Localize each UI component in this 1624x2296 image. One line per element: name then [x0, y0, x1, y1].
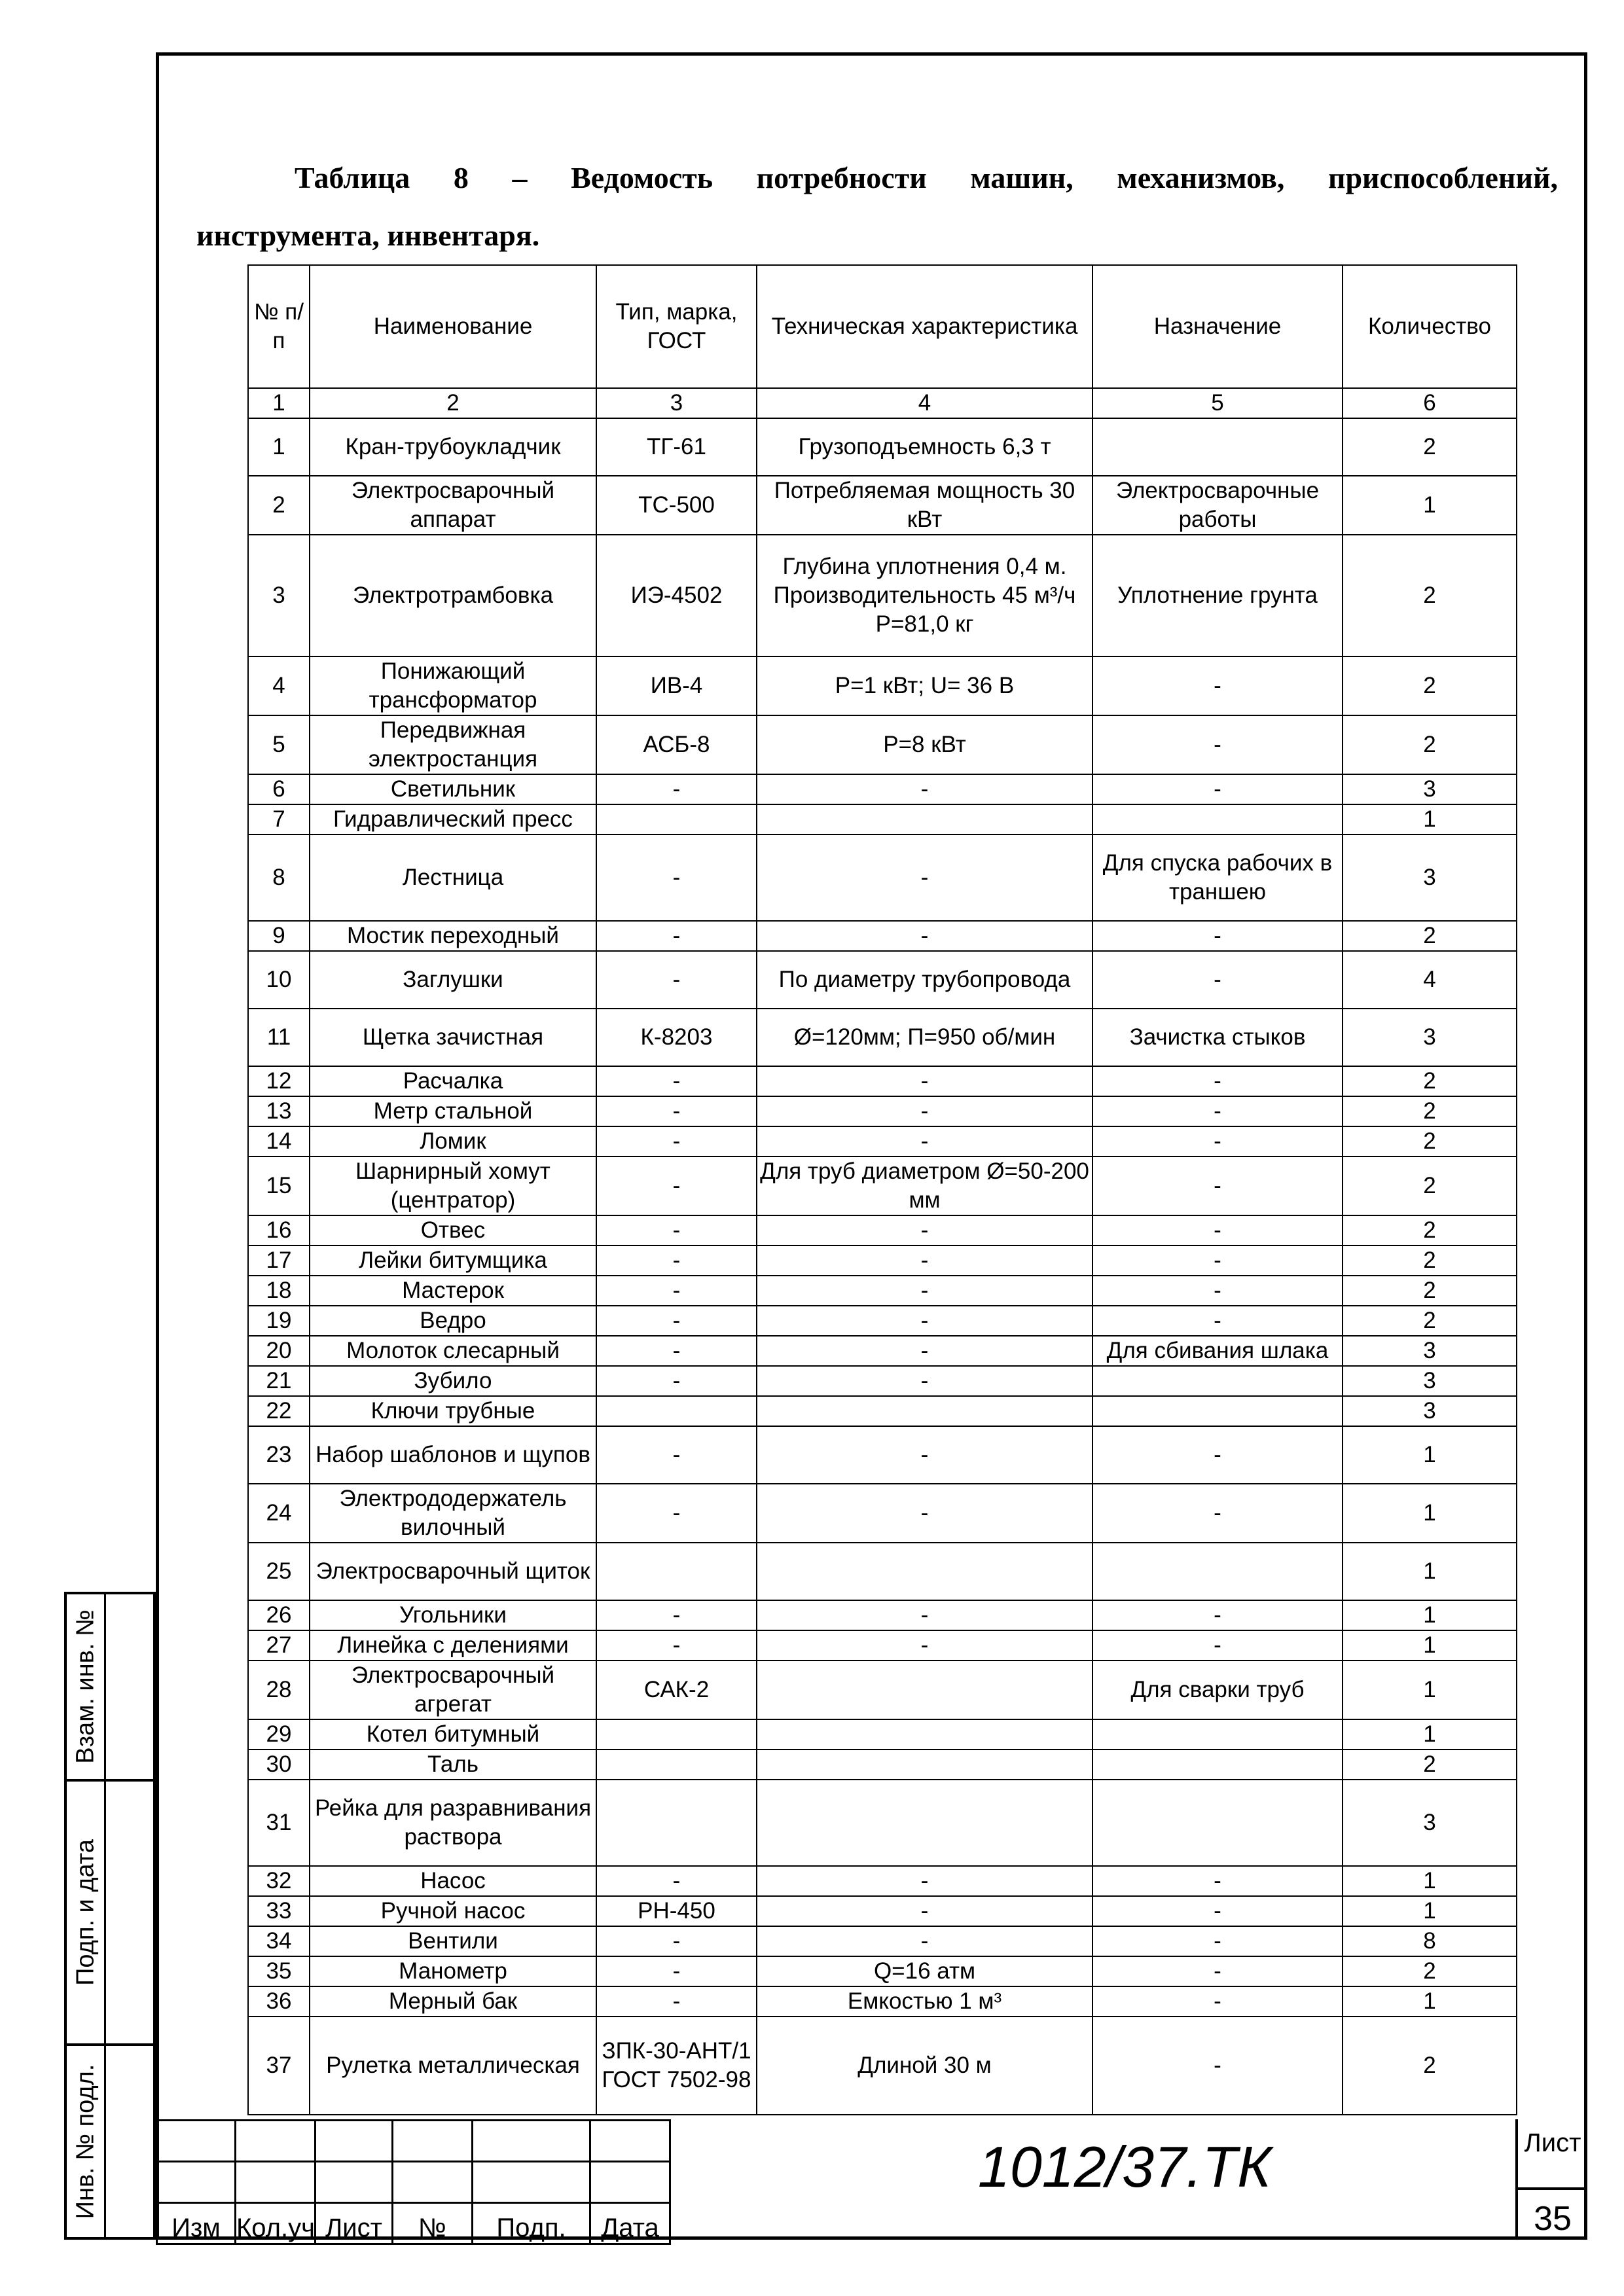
table-cell: 17: [248, 1246, 310, 1276]
table-cell: -: [596, 1306, 757, 1336]
sheet-number: 35: [1518, 2187, 1587, 2238]
table-cell: 36: [248, 1986, 310, 2017]
table-cell: 3: [1343, 834, 1517, 921]
table-cell: -: [757, 1306, 1092, 1336]
table-cell: 1: [1343, 804, 1517, 834]
table-cell: 2: [1343, 656, 1517, 715]
table-cell: Ключи трубные: [310, 1396, 596, 1426]
table-cell: -: [757, 1600, 1092, 1630]
document-number: 1012/37.ТК: [977, 2134, 1272, 2199]
table-row: [248, 921, 1517, 951]
table-row: [248, 804, 1517, 834]
table-cell: Р=1 кВт; U= 36 В: [757, 656, 1092, 715]
table-cell: 37: [248, 2017, 310, 2115]
table-body: [248, 418, 1517, 2115]
table-cell: 15: [248, 1157, 310, 1215]
table-cell: [1092, 1396, 1343, 1426]
table-cell: Электросварочные работы: [1092, 476, 1343, 535]
table-cell: 8: [248, 834, 310, 921]
table-cell: [1092, 804, 1343, 834]
table-cell: -: [596, 1926, 757, 1956]
table-cell: 27: [248, 1630, 310, 1660]
table-cell: Набор шаблонов и щупов: [310, 1426, 596, 1484]
table-cell: Ведро: [310, 1306, 596, 1336]
table-cell: -: [596, 1215, 757, 1246]
table-cell: 30: [248, 1749, 310, 1780]
table-cell: 25: [248, 1543, 310, 1600]
table-cell: 2: [1343, 1066, 1517, 1096]
table-cell: -: [596, 1157, 757, 1215]
table-cell: Молоток слесарный: [310, 1336, 596, 1366]
table-cell: ИВ-4: [596, 656, 757, 715]
header-cell: Назначение: [1092, 265, 1343, 388]
table-row: [248, 1660, 1517, 1719]
table-cell: По диаметру трубопровода: [757, 951, 1092, 1009]
table-cell: [1092, 418, 1343, 476]
table-cell: 3: [1343, 1396, 1517, 1426]
column-number: 5: [1092, 388, 1343, 418]
table-cell: -: [1092, 1956, 1343, 1986]
table-cell: 1: [1343, 1896, 1517, 1926]
table-cell: Светильник: [310, 774, 596, 804]
table-cell: ТГ-61: [596, 418, 757, 476]
table-cell: 3: [1343, 1366, 1517, 1396]
table-cell: Электросварочный агрегат: [310, 1660, 596, 1719]
table-cell: -: [1092, 1096, 1343, 1126]
table-row: [248, 476, 1517, 535]
side-label-inv-zam: Взам. инв. №: [71, 1609, 99, 1764]
table-cell: [1092, 1366, 1343, 1396]
table-row: [248, 1009, 1517, 1066]
table-cell: -: [596, 1956, 757, 1986]
table-cell: -: [757, 1630, 1092, 1660]
table-cell: 35: [248, 1956, 310, 1986]
stamp-header: Изм: [157, 2203, 236, 2244]
table-cell: Рулетка металлическая: [310, 2017, 596, 2115]
table-row: [248, 1096, 1517, 1126]
table-cell: -: [596, 1600, 757, 1630]
table-cell: -: [596, 834, 757, 921]
table-cell: 1: [1343, 1600, 1517, 1630]
table-cell: -: [757, 1126, 1092, 1157]
table-cell: 1: [1343, 1866, 1517, 1896]
table-cell: -: [596, 1246, 757, 1276]
table-cell: Метр стальной: [310, 1096, 596, 1126]
table-cell: Рейка для разравнивания раствора: [310, 1780, 596, 1866]
table-cell: 1: [1343, 476, 1517, 535]
table-cell: -: [1092, 1896, 1343, 1926]
stamp-header: Кол.уч: [236, 2203, 316, 2244]
table-cell: 2: [1343, 2017, 1517, 2115]
table-cell: 1: [1343, 1660, 1517, 1719]
table-cell: -: [596, 1866, 757, 1896]
column-number-row: [248, 388, 1517, 418]
table-cell: 2: [248, 476, 310, 535]
table-cell: [1092, 1780, 1343, 1866]
table-cell: -: [596, 1096, 757, 1126]
table-cell: 1: [1343, 1986, 1517, 2017]
header-cell: Наименование: [310, 265, 596, 388]
table-row: [248, 1986, 1517, 2017]
table-cell: -: [1092, 1066, 1343, 1096]
table-row: [248, 1396, 1517, 1426]
table-cell: -: [757, 1896, 1092, 1926]
table-cell: 13: [248, 1096, 310, 1126]
table-cell: Р=8 кВт: [757, 715, 1092, 774]
table-cell: [757, 1660, 1092, 1719]
table-cell: Грузоподъемность 6,3 т: [757, 418, 1092, 476]
table-cell: Отвес: [310, 1215, 596, 1246]
table-row: [248, 1630, 1517, 1660]
table-cell: Таль: [310, 1749, 596, 1780]
table-cell: Емкостью 1 м³: [757, 1986, 1092, 2017]
side-box-podp-data: [64, 1779, 156, 2046]
table-cell: 1: [1343, 1630, 1517, 1660]
table-row: [248, 2017, 1517, 2115]
header-row: [248, 265, 1517, 388]
table-cell: -: [757, 774, 1092, 804]
table-cell: Манометр: [310, 1956, 596, 1986]
table-cell: -: [1092, 656, 1343, 715]
table-cell: 2: [1343, 921, 1517, 951]
caption-line-1: Таблица 8 – Ведомость потребности машин, механизмов, приспособлений,: [295, 161, 1558, 194]
table-cell: 1: [1343, 1719, 1517, 1749]
table-cell: 9: [248, 921, 310, 951]
table-cell: Мостик переходный: [310, 921, 596, 951]
table-cell: 14: [248, 1126, 310, 1157]
table-cell: Лестница: [310, 834, 596, 921]
table-row: [248, 1336, 1517, 1366]
table-cell: -: [757, 1866, 1092, 1896]
table-row: [248, 715, 1517, 774]
table-row: [248, 834, 1517, 921]
table-cell: ТС-500: [596, 476, 757, 535]
table-cell: 2: [1343, 715, 1517, 774]
table-cell: [596, 1543, 757, 1600]
column-number: 1: [248, 388, 310, 418]
table-cell: [596, 804, 757, 834]
table-row: [248, 1600, 1517, 1630]
header-cell: № п/п: [248, 265, 310, 388]
column-number: 4: [757, 388, 1092, 418]
table-row: [248, 1157, 1517, 1215]
side-label-inv-podl: Инв. № подл.: [71, 2064, 99, 2219]
table-row: [248, 1246, 1517, 1276]
table-cell: -: [1092, 1215, 1343, 1246]
table-cell: [596, 1749, 757, 1780]
column-number: 3: [596, 388, 757, 418]
table-cell: Уплотнение грунта: [1092, 535, 1343, 656]
table-cell: 3: [1343, 1780, 1517, 1866]
table-cell: -: [1092, 774, 1343, 804]
column-number: 6: [1343, 388, 1517, 418]
table-cell: Электрододержатель вилочный: [310, 1484, 596, 1543]
table-cell: Для спуска рабочих в траншею: [1092, 834, 1343, 921]
table-cell: 1: [248, 418, 310, 476]
table-cell: К-8203: [596, 1009, 757, 1066]
table-cell: Угольники: [310, 1600, 596, 1630]
sheet-box: [1515, 2119, 1587, 2240]
table-cell: [757, 1749, 1092, 1780]
table-cell: 29: [248, 1719, 310, 1749]
table-cell: -: [757, 1246, 1092, 1276]
table-cell: [757, 1396, 1092, 1426]
table-row: [248, 418, 1517, 476]
table-cell: [757, 1780, 1092, 1866]
table-cell: [596, 1396, 757, 1426]
table-cell: 10: [248, 951, 310, 1009]
table-cell: 31: [248, 1780, 310, 1866]
table-cell: 4: [248, 656, 310, 715]
table-cell: [596, 1780, 757, 1866]
table-cell: 3: [1343, 1336, 1517, 1366]
table-cell: -: [1092, 1866, 1343, 1896]
sheet-label: Лист: [1524, 2128, 1581, 2157]
table-cell: 28: [248, 1660, 310, 1719]
table-cell: -: [1092, 951, 1343, 1009]
table-cell: ИЭ-4502: [596, 535, 757, 656]
table-cell: -: [757, 1366, 1092, 1396]
table-cell: 34: [248, 1926, 310, 1956]
table-row: [248, 1719, 1517, 1749]
table-cell: 1: [1343, 1543, 1517, 1600]
table-cell: [1092, 1543, 1343, 1600]
table-cell: ЗПК-30-АНТ/1 ГОСТ 7502-98: [596, 2017, 757, 2115]
table-row: [248, 1306, 1517, 1336]
table-cell: Вентили: [310, 1926, 596, 1956]
table-cell: -: [757, 1096, 1092, 1126]
table-cell: Ручной насос: [310, 1896, 596, 1926]
table-cell: -: [757, 1484, 1092, 1543]
table-cell: 2: [1343, 1126, 1517, 1157]
table-cell: Для сварки труб: [1092, 1660, 1343, 1719]
table-cell: -: [596, 774, 757, 804]
table-cell: -: [596, 1986, 757, 2017]
table-cell: Мастерок: [310, 1276, 596, 1306]
table-cell: Мерный бак: [310, 1986, 596, 2017]
table-cell: 1: [1343, 1426, 1517, 1484]
table-cell: 19: [248, 1306, 310, 1336]
table-cell: Потребляемая мощность 30 кВт: [757, 476, 1092, 535]
table-cell: Шарнирный хомут (центратор): [310, 1157, 596, 1215]
table-row: [248, 1956, 1517, 1986]
table-row: [248, 1543, 1517, 1600]
stamp-header: Дата: [590, 2203, 670, 2244]
table-cell: 16: [248, 1215, 310, 1246]
table-cell: Длиной 30 м: [757, 2017, 1092, 2115]
table-cell: АСБ-8: [596, 715, 757, 774]
side-box-inv-podl: [64, 2043, 156, 2240]
table-cell: Заглушки: [310, 951, 596, 1009]
table-cell: 2: [1343, 1215, 1517, 1246]
table-cell: 7: [248, 804, 310, 834]
table-cell: Электротрамбовка: [310, 535, 596, 656]
revision-header-row: [157, 2203, 670, 2244]
table-cell: 23: [248, 1426, 310, 1484]
table-cell: -: [1092, 1484, 1343, 1543]
table-cell: [757, 1719, 1092, 1749]
equipment-table: [247, 264, 1517, 2115]
table-cell: Электросварочный щиток: [310, 1543, 596, 1600]
table-row: [248, 1126, 1517, 1157]
table-cell: Ломик: [310, 1126, 596, 1157]
table-cell: Q=16 атм: [757, 1956, 1092, 1986]
stamp-header: №: [393, 2203, 473, 2244]
table-cell: -: [596, 921, 757, 951]
stamp-header: Подп.: [473, 2203, 590, 2244]
table-cell: -: [1092, 1276, 1343, 1306]
table-cell: 12: [248, 1066, 310, 1096]
table-cell: 4: [1343, 951, 1517, 1009]
table-cell: -: [1092, 1306, 1343, 1336]
table-cell: 18: [248, 1276, 310, 1306]
table-cell: 8: [1343, 1926, 1517, 1956]
table-row: [248, 1276, 1517, 1306]
table-cell: -: [1092, 715, 1343, 774]
table-row: [248, 1926, 1517, 1956]
table-cell: 6: [248, 774, 310, 804]
table-cell: -: [1092, 1157, 1343, 1215]
column-number: 2: [310, 388, 596, 418]
table-cell: 2: [1343, 1956, 1517, 1986]
table-cell: 2: [1343, 418, 1517, 476]
table-cell: -: [1092, 1600, 1343, 1630]
table-row: [248, 535, 1517, 656]
header-cell: Техническая характеристика: [757, 265, 1092, 388]
table-cell: Лейки битумщика: [310, 1246, 596, 1276]
table-row: [248, 656, 1517, 715]
table-row: [248, 1780, 1517, 1866]
table-row: [248, 1426, 1517, 1484]
side-box-inv-zam: [64, 1592, 156, 1782]
table-cell: 2: [1343, 1276, 1517, 1306]
table-cell: 21: [248, 1366, 310, 1396]
table-cell: -: [596, 1426, 757, 1484]
table-cell: -: [596, 1126, 757, 1157]
table-cell: Зубило: [310, 1366, 596, 1396]
caption-line-2: инструмента, инвентаря.: [196, 219, 540, 252]
table-cell: 3: [1343, 1009, 1517, 1066]
table-row: [248, 774, 1517, 804]
title-block: [156, 2119, 1587, 2240]
table-cell: 3: [1343, 774, 1517, 804]
side-label-podp-data: Подп. и дата: [71, 1839, 99, 1986]
table-row: [248, 1896, 1517, 1926]
table-cell: -: [757, 1215, 1092, 1246]
table-cell: 32: [248, 1866, 310, 1896]
table-cell: 24: [248, 1484, 310, 1543]
table-cell: -: [1092, 1426, 1343, 1484]
table-cell: Котел битумный: [310, 1719, 596, 1749]
header-cell: Тип, марка, ГОСТ: [596, 265, 757, 388]
table-cell: 11: [248, 1009, 310, 1066]
table-cell: -: [596, 1336, 757, 1366]
table-cell: Электросварочный аппарат: [310, 476, 596, 535]
table-cell: Щетка зачистная: [310, 1009, 596, 1066]
table-cell: [757, 1543, 1092, 1600]
table-cell: -: [596, 1066, 757, 1096]
table-row: [248, 1215, 1517, 1246]
table-cell: Гидравлический пресс: [310, 804, 596, 834]
table-cell: -: [1092, 1126, 1343, 1157]
table-cell: Ø=120мм; П=950 об/мин: [757, 1009, 1092, 1066]
table-cell: 26: [248, 1600, 310, 1630]
header-cell: Количество: [1343, 265, 1517, 388]
table-cell: -: [757, 921, 1092, 951]
table-cell: [757, 804, 1092, 834]
table-cell: -: [757, 1066, 1092, 1096]
stamp-header: Лист: [316, 2203, 393, 2244]
table-cell: 20: [248, 1336, 310, 1366]
table-row: [248, 1866, 1517, 1896]
table-cell: Глубина уплотнения 0,4 м. Производительность 45 м³/ч Р=81,0 кг: [757, 535, 1092, 656]
table-cell: 2: [1343, 1246, 1517, 1276]
table-row: [248, 1066, 1517, 1096]
table-row: [248, 1484, 1517, 1543]
table-cell: Насос: [310, 1866, 596, 1896]
table-cell: [596, 1719, 757, 1749]
table-caption: [196, 149, 1558, 264]
table-cell: -: [1092, 1926, 1343, 1956]
table-cell: -: [757, 1336, 1092, 1366]
table-cell: -: [596, 1484, 757, 1543]
table-cell: -: [596, 951, 757, 1009]
table-cell: 3: [248, 535, 310, 656]
table-cell: 2: [1343, 535, 1517, 656]
table-cell: Для сбивания шлака: [1092, 1336, 1343, 1366]
table-cell: -: [757, 1276, 1092, 1306]
table-cell: [1092, 1749, 1343, 1780]
table-cell: РН-450: [596, 1896, 757, 1926]
table-cell: -: [596, 1366, 757, 1396]
table-row: [248, 951, 1517, 1009]
table-cell: -: [1092, 1986, 1343, 2017]
table-cell: Передвижная электростанция: [310, 715, 596, 774]
table-cell: 33: [248, 1896, 310, 1926]
table-cell: -: [1092, 2017, 1343, 2115]
table-cell: -: [596, 1630, 757, 1660]
table-cell: 2: [1343, 1157, 1517, 1215]
table-cell: -: [1092, 921, 1343, 951]
table-cell: 22: [248, 1396, 310, 1426]
revision-grid: [156, 2119, 671, 2245]
table-cell: 2: [1343, 1306, 1517, 1336]
table-row: [248, 1749, 1517, 1780]
table-cell: -: [757, 1426, 1092, 1484]
table-cell: Для труб диаметром Ø=50-200 мм: [757, 1157, 1092, 1215]
table-cell: -: [757, 834, 1092, 921]
table-cell: [1092, 1719, 1343, 1749]
table-cell: Зачистка стыков: [1092, 1009, 1343, 1066]
table-cell: -: [1092, 1630, 1343, 1660]
table-cell: -: [1092, 1246, 1343, 1276]
table-row: [248, 1366, 1517, 1396]
table-cell: 2: [1343, 1096, 1517, 1126]
table-cell: Понижающий трансформатор: [310, 656, 596, 715]
table-cell: 5: [248, 715, 310, 774]
table-cell: Расчалка: [310, 1066, 596, 1096]
table-cell: САК-2: [596, 1660, 757, 1719]
table-cell: -: [757, 1926, 1092, 1956]
table-cell: Линейка с делениями: [310, 1630, 596, 1660]
table-cell: Кран-трубоукладчик: [310, 418, 596, 476]
table-cell: 2: [1343, 1749, 1517, 1780]
table-cell: 1: [1343, 1484, 1517, 1543]
table-cell: -: [596, 1276, 757, 1306]
